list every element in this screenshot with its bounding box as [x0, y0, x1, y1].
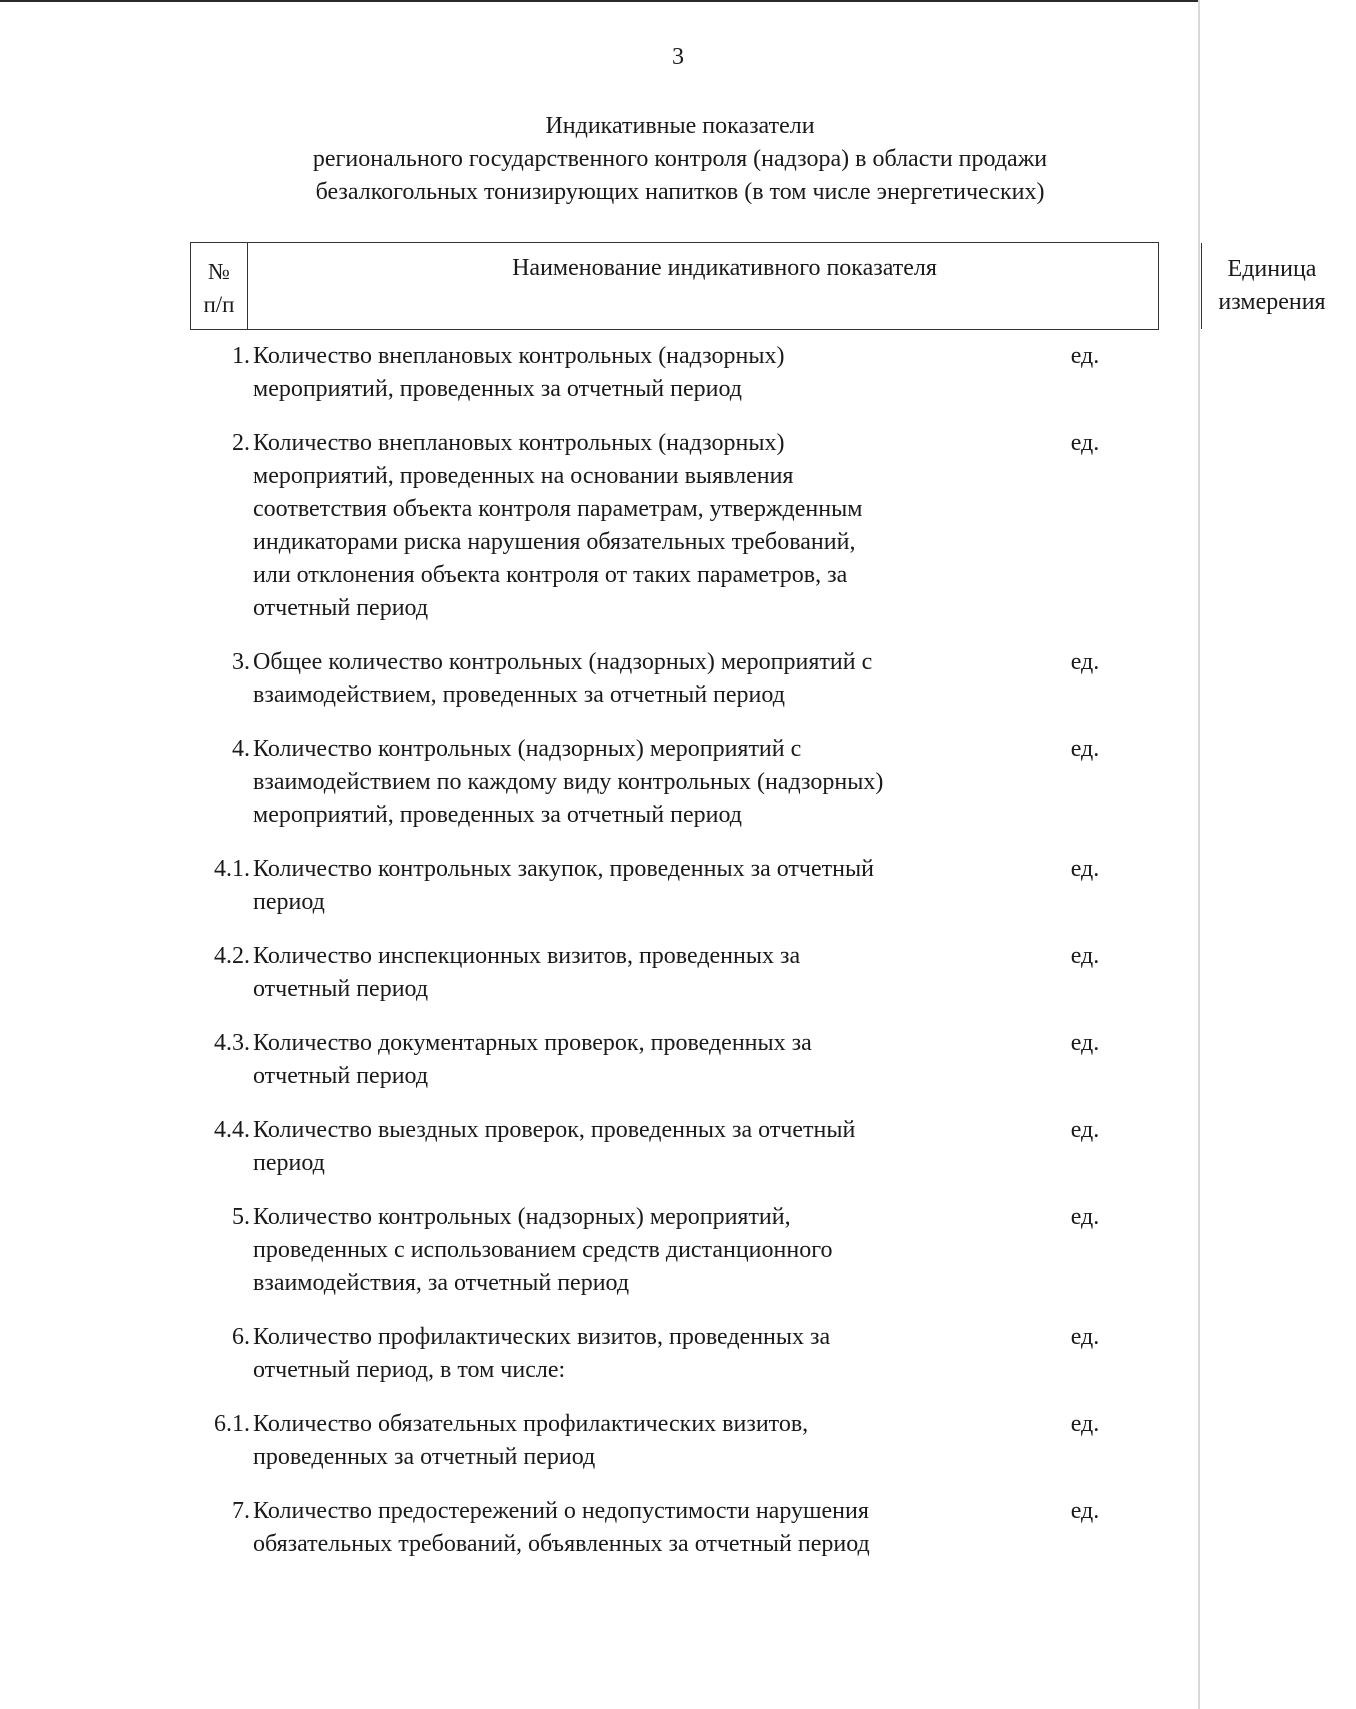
- row-unit: ед.: [1070, 1498, 1100, 1524]
- title-line-3: безалкогольных тонизирующих напитков (в том числе энергетических): [315, 179, 1045, 205]
- row-indicator-line: или отклонения объекта контроля от таких параметров, за: [253, 562, 848, 588]
- row-indicator-line: индикаторами риска нарушения обязательных требований,: [253, 529, 856, 555]
- row-indicator-name: [253, 1495, 1013, 1561]
- row-indicator-line: период: [253, 889, 325, 915]
- row-indicator-line: Количество инспекционных визитов, проведенных за: [253, 943, 801, 969]
- row-indicator-name: [253, 853, 1013, 919]
- row-indicator-line: Количество внеплановых контрольных (надзорных): [253, 343, 785, 369]
- title-line-1: Индикативные показатели: [545, 113, 815, 139]
- row-indicator-line: Количество контрольных (надзорных) мероприятий с: [253, 736, 802, 762]
- row-indicator-line: мероприятий, проведенных на основании выявления: [253, 463, 794, 489]
- row-number: 1.: [232, 343, 250, 369]
- row-number: 4.4.: [214, 1117, 250, 1143]
- row-indicator-name: [253, 1201, 1013, 1300]
- row-indicator-name: [253, 1408, 1013, 1474]
- row-unit: ед.: [1070, 1411, 1100, 1437]
- row-indicator-line: проведенных за отчетный период: [253, 1444, 596, 1470]
- row-indicator-line: Количество предостережений о недопустимости нарушения: [253, 1498, 869, 1524]
- header-number-sublabel: п/п: [203, 292, 235, 317]
- row-indicator-line: взаимодействием, проведенных за отчетный период: [253, 682, 785, 708]
- row-number: 2.: [232, 430, 250, 456]
- row-number: 3.: [232, 649, 250, 675]
- row-indicator-name: [253, 1321, 1013, 1387]
- header-unit-sublabel: измерения: [1218, 289, 1326, 315]
- row-unit: ед.: [1070, 856, 1100, 882]
- row-unit: ед.: [1070, 1117, 1100, 1143]
- row-indicator-line: взаимодействием по каждому виду контрольных (надзорных): [253, 769, 884, 795]
- row-indicator-name: [253, 340, 1013, 406]
- row-indicator-line: отчетный период: [253, 976, 429, 1002]
- row-indicator-name: [253, 1114, 1013, 1180]
- row-indicator-line: обязательных требований, объявленных за отчетный период: [253, 1531, 870, 1557]
- row-indicator-line: Количество выездных проверок, проведенных за отчетный: [253, 1117, 856, 1143]
- title-line-2: регионального государственного контроля (надзора) в области продажи: [312, 146, 1048, 172]
- row-indicator-line: Общее количество контрольных (надзорных) мероприятий с: [253, 649, 873, 675]
- row-indicator-line: отчетный период, в том числе:: [253, 1357, 566, 1383]
- row-indicator-name: [253, 733, 1013, 832]
- row-unit: ед.: [1070, 1030, 1100, 1056]
- header-unit-label: Единица: [1227, 256, 1317, 282]
- row-number: 4.1.: [214, 856, 250, 882]
- row-indicator-line: Количество внеплановых контрольных (надзорных): [253, 430, 785, 456]
- row-indicator-line: мероприятий, проведенных за отчетный период: [253, 376, 742, 402]
- page-top-edge: [0, 0, 1200, 2]
- row-number: 5.: [232, 1204, 250, 1230]
- row-indicator-name: [253, 427, 1013, 625]
- row-unit: ед.: [1070, 430, 1100, 456]
- row-indicator-name: [253, 646, 1013, 712]
- row-unit: ед.: [1070, 736, 1100, 762]
- row-number: 6.: [232, 1324, 250, 1350]
- row-indicator-line: период: [253, 1150, 325, 1176]
- row-unit: ед.: [1070, 343, 1100, 369]
- row-number: 4.2.: [214, 943, 250, 969]
- row-indicator-name: [253, 1027, 1013, 1093]
- row-indicator-line: взаимодействия, за отчетный период: [253, 1270, 630, 1296]
- row-unit: ед.: [1070, 649, 1100, 675]
- header-name-cell: [248, 243, 1201, 282]
- header-unit-cell: [1201, 243, 1343, 339]
- header-name-label: Наименование индикативного показателя: [512, 255, 937, 281]
- row-indicator-line: Количество документарных проверок, проведенных за: [253, 1030, 812, 1056]
- header-number-label: №: [208, 259, 230, 284]
- row-indicator-line: Количество профилактических визитов, проведенных за: [253, 1324, 831, 1350]
- table-header: [190, 242, 1326, 330]
- row-indicator-line: отчетный период: [253, 595, 429, 621]
- row-indicator-line: Количество обязательных профилактических визитов,: [253, 1411, 809, 1437]
- row-number: 7.: [232, 1498, 250, 1524]
- document-title: [230, 110, 1130, 209]
- row-unit: ед.: [1070, 943, 1100, 969]
- row-indicator-line: соответствия объекта контроля параметрам, утвержденным: [253, 496, 863, 522]
- row-indicator-line: Количество контрольных закупок, проведенных за отчетный: [253, 856, 874, 882]
- row-indicator-name: [253, 940, 1013, 1006]
- row-indicator-line: отчетный период: [253, 1063, 429, 1089]
- row-number: 6.1.: [214, 1411, 250, 1437]
- row-indicator-line: проведенных с использованием средств дистанционного: [253, 1237, 833, 1263]
- row-number: 4.3.: [214, 1030, 250, 1056]
- row-indicator-line: Количество контрольных (надзорных) мероприятий,: [253, 1204, 791, 1230]
- row-unit: ед.: [1070, 1324, 1100, 1350]
- row-unit: ед.: [1070, 1204, 1100, 1230]
- header-number-cell: [191, 243, 248, 329]
- row-number: 4.: [232, 736, 250, 762]
- row-indicator-line: мероприятий, проведенных за отчетный период: [253, 802, 742, 828]
- page-number: 3: [672, 44, 684, 70]
